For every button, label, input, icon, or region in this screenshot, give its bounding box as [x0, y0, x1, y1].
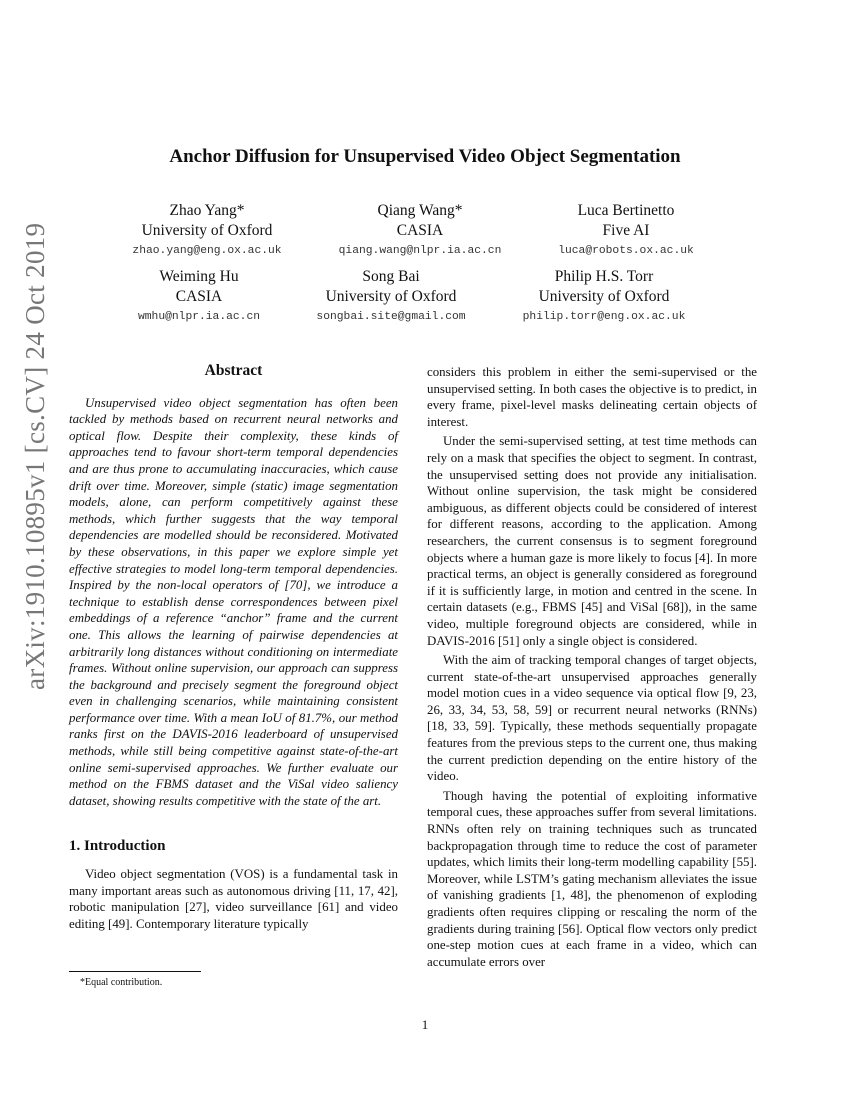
author-affiliation: Five AI	[602, 222, 650, 239]
body-paragraph: With the aim of tracking temporal changes of target objects, current state-of-the-art unsupervised approaches generally model motion cues in a video sequence via optical flow [9, 23, 26, 33, 34, 53, 58, 59] or recurrent neural networks (RNNs) [18, 33, 59]. Typically, these methods sequentially propagate features from the previous steps to the current one, thus making the current prediction depending on the entire history of the video.	[427, 653, 757, 784]
page-number: 1	[421, 1017, 429, 1032]
author-affiliation: University of Oxford	[141, 222, 273, 239]
body-paragraph: Though having the potential of exploiting informative temporal cues, these approaches suffer from several limitations. RNNs often rely on training techniques such as truncated backpropagation through time to reduce the cost of parameter updates, which limits their long-term modelling capability [55]. Moreover, while LSTM’s gating mechanism alleviates the issue of vanishing gradients [1, 48], the phenomenon of exploding gradients often requires clipping or rescaling the norm of the gradients during training [56]. Optical flow vectors only predict one-step motion cues at each frame in a video, which can accumulate errors over	[427, 788, 757, 969]
author-block	[99, 267, 299, 323]
abstract-heading: Abstract	[204, 362, 263, 379]
body-paragraph: considers this problem in either the semi-supervised or the unsupervised setting. In both cases the objective is to predict, in every frame, pixel-level masks delineating certain objects of interest.	[427, 365, 757, 429]
intro-paragraph: Video object segmentation (VOS) is a fundamental task in many important areas such as autonomous driving [11, 17, 42], robotic manipulation [27], video surveillance [61] and video editing [49]. Contemporary literature typically	[69, 867, 398, 931]
author-name: Weiming Hu	[159, 268, 239, 285]
author-email[interactable]: philip.torr@eng.ox.ac.uk	[522, 311, 686, 323]
author-email[interactable]: qiang.wang@nlpr.ia.ac.cn	[338, 245, 502, 257]
author-name: Luca Bertinetto	[577, 202, 675, 219]
right-column	[427, 364, 757, 970]
abstract-text: Unsupervised video object segmentation has often been tackled by methods based on recurrent neural networks and optical flow. Despite their complexity, these kinds of approaches tend to favour short-term temporal dependencies and are thus prone to accumulating inaccuracies, which cause drift over time. Moreover, simple (static) image segmentation models, alone, can perform competitively against these methods, which further suggests that the way temporal dependencies are modelled should be reconsidered. Motivated by these observations, in this paper we explore simple yet effective strategies to model long-term temporal dependencies. Inspired by the non-local operators of [70], we introduce a technique to establish dense correspondences between pixel embeddings of a reference “anchor” frame and the current one. This allows the learning of pairwise dependencies at arbitrarily long distances without conditioning on intermediate frames. Without online supervision, our approach can suppress the background and precisely segment the foreground object even in challenging scenarios, while maintaining consistent performance over time. With a mean IoU of 81.7%, our method ranks first on the DAVIS-2016 leaderboard of unsupervised methods, while still being competitive against state-of-the-art online semi-supervised approaches. We further evaluate our method on the FBMS dataset and the ViSal video saliency dataset, showing results competitive with the state of the art.	[69, 395, 398, 808]
author-block	[526, 201, 726, 257]
author-email[interactable]: songbai.site@gmail.com	[316, 311, 466, 323]
author-affiliation: CASIA	[175, 288, 223, 305]
body-paragraph: Under the semi-supervised setting, at test time methods can rely on a mask that specifies the object to segment. In contrast, the unsupervised setting does not provide any initialisation. Without online supervision, the task might be considered ambiguous, as different objects could be considered of interest for different reasons, according to the application. Among researchers, the current consensus is to segment foreground objects where a human gaze is more likely to focus [4]. In more practical terms, an object is generally considered as foreground if it is sufficiently large, in motion and centred in the scene. In certain datasets (e.g., FBMS [45] and ViSal [68]), in the same video, multiple foreground objects are considered, while in DAVIS-2016 [51] only a single object is considered.	[427, 434, 757, 648]
author-email[interactable]: wmhu@nlpr.ia.ac.cn	[137, 311, 261, 323]
footnote: *Equal contribution.	[80, 977, 163, 988]
footnote-rule	[69, 971, 201, 972]
author-name: Song Bai	[362, 268, 420, 285]
author-affiliation: University of Oxford	[538, 288, 670, 305]
author-name: Zhao Yang*	[169, 202, 245, 219]
left-column	[69, 363, 398, 932]
author-block	[291, 267, 491, 323]
author-block	[107, 201, 307, 257]
paper-title: Anchor Diffusion for Unsupervised Video Object Segmentation	[169, 146, 681, 167]
author-email[interactable]: zhao.yang@eng.ox.ac.uk	[132, 245, 282, 257]
author-block	[504, 267, 704, 323]
author-name: Philip H.S. Torr	[554, 268, 654, 285]
author-affiliation: University of Oxford	[325, 288, 457, 305]
author-email[interactable]: luca@robots.ox.ac.uk	[558, 245, 694, 257]
author-affiliation: CASIA	[396, 222, 444, 239]
arxiv-sidebar-stamp: arXiv:1910.10895v1 [cs.CV] 24 Oct 2019	[20, 222, 50, 690]
author-block	[320, 201, 520, 257]
section-heading: 1. Introduction	[69, 838, 166, 855]
author-name: Qiang Wang*	[377, 202, 463, 219]
